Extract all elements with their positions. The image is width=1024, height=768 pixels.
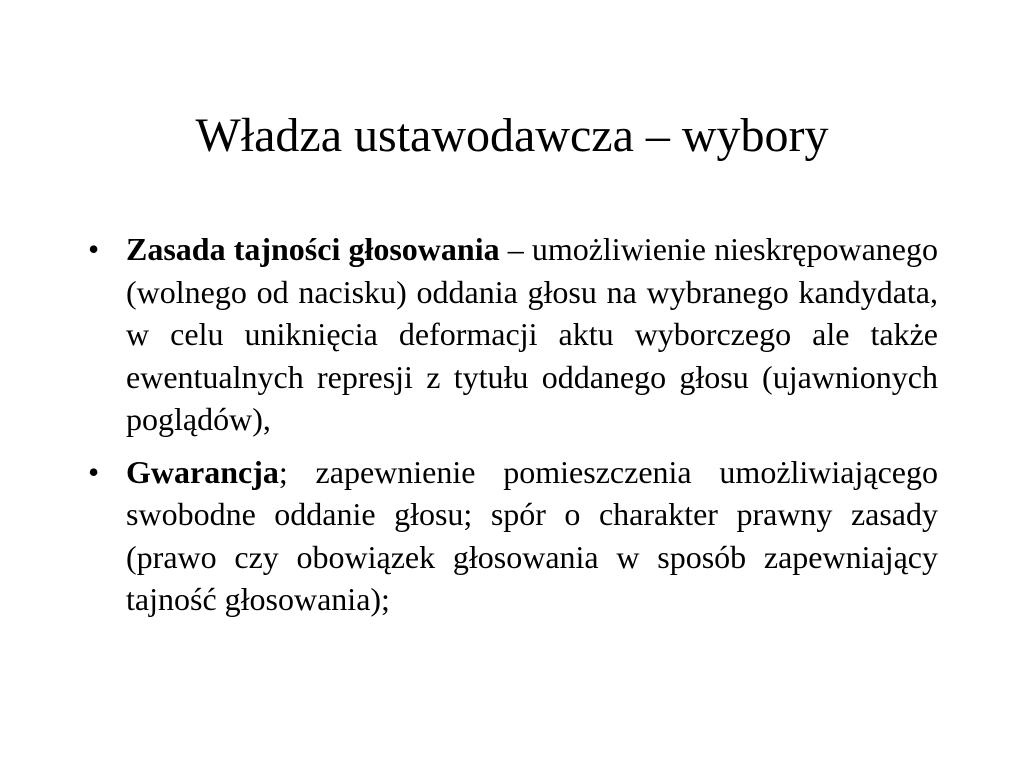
bullet-text-secrecy: – umożliwienie nieskrępowanego (wolnego od nacisku) oddania głosu na wybranego kandydata, w celu uniknięcia deformacji aktu wyborczego ale także ewentualnych represji z tytułu oddanego głosu (ujawnionych poglądów),	[126, 231, 939, 437]
bullet-item-secrecy	[88, 228, 938, 441]
bullet-text-guarantee: ; zapewnienie pomieszczenia umożliwiającego swobodne oddanie głosu; spór o charakter prawny zasady (prawo czy obowiązek głosowania w sposób zapewniający tajność głosowania);	[126, 453, 938, 617]
bullet-item-guarantee	[88, 451, 938, 621]
bullet-term-guarantee: Gwarancja	[126, 453, 279, 490]
bullet-marker: •	[88, 231, 100, 267]
bullet-marker: •	[88, 453, 100, 490]
slide-title: Władza ustawodawcza – wybory	[195, 109, 829, 162]
bullet-list	[88, 228, 938, 631]
bullet-term-secrecy: Zasada tajności głosowania	[126, 231, 500, 267]
